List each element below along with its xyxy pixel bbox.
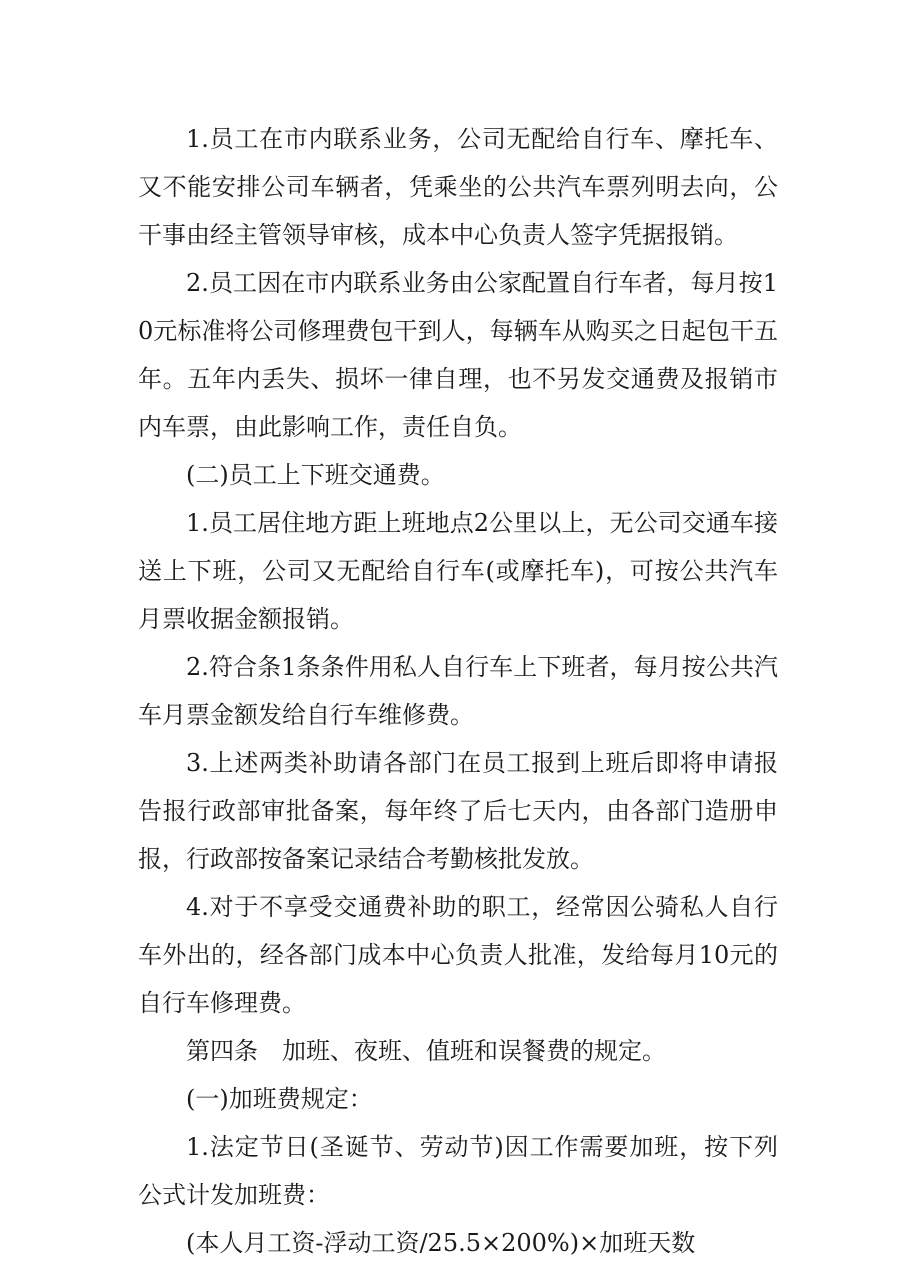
paragraph-bicycle-repair-allowance: 2.员工因在市内联系业务由公家配置自行车者，每月按10元标准将公司修理费包干到人，每辆车从购买之日起包干五年。五年内丢失、损坏一律自理，也不另发交通费及报销市内车票，由此影响工作，责任自负。 <box>138 269 778 441</box>
section-heading-overtime-pay: (一)加班费规定： <box>186 1085 373 1113</box>
document-body <box>138 115 778 1267</box>
paragraph-holiday-overtime: 1.法定节日(圣诞节、劳动节)因工作需要加班，按下列公式计发加班费： <box>138 1133 778 1209</box>
article-heading-overtime-rules: 第四条 加班、夜班、值班和误餐费的规定。 <box>186 1037 666 1065</box>
paragraph-subsidy-approval-process: 3.上述两类补助请各部门在员工报到上班后即将申请报告报行政部审批备案，每年终了后七天内，由各部门造册申报，行政部按备案记录结合考勤核批发放。 <box>138 749 778 873</box>
paragraph-private-bicycle-subsidy: 2.符合条1条条件用私人自行车上下班者，每月按公共汽车月票金额发给自行车维修费。 <box>138 653 778 729</box>
overtime-formula: (本人月工资-浮动工资/25.5×200%)×加班天数 <box>186 1229 696 1257</box>
paragraph-occasional-bicycle-use: 4.对于不享受交通费补助的职工，经常因公骑私人自行车外出的，经各部门成本中心负责人批准，发给每月10元的自行车修理费。 <box>138 893 778 1017</box>
paragraph-city-business-transport: 1.员工在市内联系业务，公司无配给自行车、摩托车、又不能安排公司车辆者，凭乘坐的公共汽车票列明去向，公干事由经主管领导审核，成本中心负责人签字凭据报销。 <box>138 125 778 249</box>
section-heading-commute-transport: (二)员工上下班交通费。 <box>186 461 445 489</box>
paragraph-commute-bus-reimbursement: 1.员工居住地方距上班地点2公里以上，无公司交通车接送上下班，公司又无配给自行车(或摩托车)，可按公共汽车月票收据金额报销。 <box>138 509 778 633</box>
